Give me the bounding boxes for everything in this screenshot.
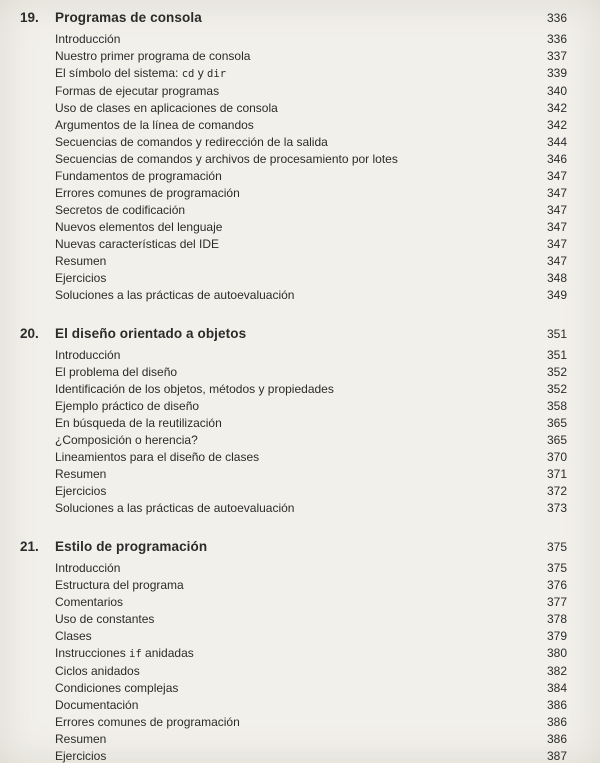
toc-entry <box>55 202 567 219</box>
chapter-page-number: 351 <box>546 327 567 341</box>
entry-label <box>55 697 547 714</box>
entry-label <box>55 151 547 168</box>
entry-label-text: y <box>194 66 208 80</box>
toc-entry <box>55 398 567 415</box>
toc-entry <box>55 466 567 483</box>
entry-label-text: Soluciones a las prácticas de autoevaluación <box>55 288 295 302</box>
entry-page-number: 349 <box>546 288 567 302</box>
chapter-title: Programas de consola <box>55 10 202 25</box>
toc-entry <box>55 48 567 65</box>
chapter-block <box>20 537 567 763</box>
toc-entry <box>55 594 567 611</box>
toc-entry <box>55 168 567 185</box>
entry-label-text: anidadas <box>141 646 194 660</box>
entry-label-text: Introducción <box>55 561 121 575</box>
entry-label <box>55 185 547 202</box>
toc-entry <box>55 432 567 449</box>
entry-page-number: 336 <box>546 32 567 46</box>
entry-label <box>55 415 547 432</box>
chapter-number: 19. <box>20 10 39 25</box>
toc-entry <box>55 185 567 202</box>
entry-page-number: 384 <box>546 681 567 695</box>
entry-label <box>55 48 547 65</box>
entry-label <box>55 83 547 100</box>
entry-page-number: 344 <box>546 135 567 149</box>
entry-page-number: 370 <box>546 450 567 464</box>
entry-label-code: if <box>129 648 142 660</box>
entry-page-number: 382 <box>546 664 567 678</box>
chapter-heading <box>20 324 567 344</box>
toc-entry <box>55 287 567 304</box>
entry-page-number: 347 <box>546 203 567 217</box>
chapter-block <box>20 8 567 304</box>
toc-entry <box>55 628 567 645</box>
toc-entry <box>55 500 567 517</box>
entry-label-text: Introducción <box>55 32 121 46</box>
entry-page-number: 386 <box>546 715 567 729</box>
entry-page-number: 342 <box>546 101 567 115</box>
entry-label <box>55 731 547 748</box>
entry-page-number: 348 <box>546 271 567 285</box>
entry-page-number: 339 <box>546 66 567 80</box>
entry-label-text: El símbolo del sistema: <box>55 66 182 80</box>
entry-label-text: Soluciones a las prácticas de autoevaluación <box>55 501 295 515</box>
toc-entry <box>55 381 567 398</box>
entry-label-text: Errores comunes de programación <box>55 186 240 200</box>
chapter-number: 20. <box>20 326 39 341</box>
entry-label <box>55 714 547 731</box>
toc-entry <box>55 117 567 134</box>
toc <box>20 8 567 763</box>
entry-page-number: 340 <box>546 84 567 98</box>
entry-label-text: Errores comunes de programación <box>55 715 240 729</box>
entry-label-text: Ejercicios <box>55 749 107 763</box>
entry-label <box>55 134 547 151</box>
entry-page-number: 347 <box>546 169 567 183</box>
entry-label <box>55 663 547 680</box>
toc-entry <box>55 577 567 594</box>
entry-page-number: 347 <box>546 220 567 234</box>
entry-label <box>55 168 547 185</box>
entry-label <box>55 31 547 48</box>
entry-label-text: Resumen <box>55 467 107 481</box>
entry-label <box>55 347 547 364</box>
entry-label-text: Fundamentos de programación <box>55 169 222 183</box>
entry-label <box>55 577 547 594</box>
entry-label <box>55 449 547 466</box>
entry-page-number: 342 <box>546 118 567 132</box>
entry-label-code: dir <box>207 68 227 80</box>
entry-label <box>55 364 547 381</box>
entry-label-text: Identificación de los objetos, métodos y propiedades <box>55 382 334 396</box>
toc-entry <box>55 134 567 151</box>
chapter-title: Estilo de programación <box>55 539 208 554</box>
chapter-heading <box>20 537 567 557</box>
entry-label <box>55 628 547 645</box>
entry-label <box>55 432 547 449</box>
toc-entry <box>55 253 567 270</box>
entry-page-number: 352 <box>546 382 567 396</box>
entry-label-text: Uso de constantes <box>55 612 155 626</box>
entry-label-text: Resumen <box>55 732 107 746</box>
toc-entry <box>55 364 567 381</box>
chapter-block <box>20 324 567 517</box>
entry-label <box>55 253 547 270</box>
entry-label-text: Estructura del programa <box>55 578 184 592</box>
toc-entry <box>55 236 567 253</box>
entry-label <box>55 560 547 577</box>
entry-page-number: 347 <box>546 237 567 251</box>
entry-page-number: 347 <box>546 186 567 200</box>
entry-label-text: Secretos de codificación <box>55 203 186 217</box>
entry-label-text: Lineamientos para el diseño de clases <box>55 450 260 464</box>
entry-page-number: 346 <box>546 152 567 166</box>
entry-label-text: Argumentos de la línea de comandos <box>55 118 254 132</box>
toc-entry <box>55 449 567 466</box>
toc-entry <box>55 611 567 628</box>
entry-label-text: Introducción <box>55 348 121 362</box>
entry-page-number: 379 <box>546 629 567 643</box>
toc-entry <box>55 415 567 432</box>
toc-entry <box>55 748 567 763</box>
entry-label-code: cd <box>181 68 195 80</box>
entry-label <box>55 381 547 398</box>
entry-page-number: 380 <box>546 646 567 660</box>
toc-entry <box>55 714 567 731</box>
entry-label-text: Ejercicios <box>55 484 107 498</box>
entry-page-number: 365 <box>546 416 567 430</box>
toc-entry <box>55 31 567 48</box>
entry-label-text: Nuevas características del IDE <box>55 237 220 251</box>
entry-page-number: 386 <box>546 732 567 746</box>
toc-entry <box>55 483 567 500</box>
toc-entry <box>55 645 567 663</box>
toc-entry <box>55 680 567 697</box>
toc-entry <box>55 697 567 714</box>
entry-page-number: 372 <box>546 484 567 498</box>
entry-page-number: 365 <box>546 433 567 447</box>
entry-label <box>55 645 547 663</box>
entry-page-number: 378 <box>546 612 567 626</box>
entry-label-text: Ejercicios <box>55 271 107 285</box>
entry-page-number: 358 <box>546 399 567 413</box>
toc-entry <box>55 65 567 83</box>
entry-label <box>55 748 547 763</box>
entry-page-number: 351 <box>546 348 567 362</box>
entry-label-text: Condiciones complejas <box>55 681 179 695</box>
entry-label <box>55 483 547 500</box>
entry-label-text: Secuencias de comandos y archivos de procesamiento por lotes <box>55 152 398 166</box>
entry-label-text: En búsqueda de la reutilización <box>55 416 222 430</box>
chapter-page-number: 336 <box>546 11 567 25</box>
entry-label-text: Nuevos elementos del lenguaje <box>55 220 223 234</box>
chapter-page-number: 375 <box>546 540 567 554</box>
toc-entry <box>55 151 567 168</box>
entry-page-number: 386 <box>546 698 567 712</box>
chapter-title: El diseño orientado a objetos <box>55 326 247 341</box>
toc-entry <box>55 663 567 680</box>
entry-page-number: 377 <box>546 595 567 609</box>
toc-entry <box>55 219 567 236</box>
entry-page-number: 375 <box>546 561 567 575</box>
toc-entry <box>55 347 567 364</box>
entry-label-text: Comentarios <box>55 595 124 609</box>
entry-label <box>55 270 547 287</box>
toc-entry <box>55 100 567 117</box>
entry-label <box>55 287 547 304</box>
toc-entry <box>55 560 567 577</box>
toc-entry <box>55 270 567 287</box>
entry-label <box>55 398 547 415</box>
entry-label-text: Documentación <box>55 698 139 712</box>
entry-label-text: Secuencias de comandos y redirección de la salida <box>55 135 328 149</box>
toc-entry <box>55 731 567 748</box>
entry-label <box>55 202 547 219</box>
entry-page-number: 373 <box>546 501 567 515</box>
entry-label-text: Formas de ejecutar programas <box>55 84 220 98</box>
entry-label <box>55 466 547 483</box>
entry-label <box>55 117 547 134</box>
entry-label <box>55 236 547 253</box>
entry-page-number: 371 <box>546 467 567 481</box>
entry-label <box>55 65 547 83</box>
chapter-number: 21. <box>20 539 39 554</box>
entry-page-number: 387 <box>546 749 567 763</box>
entry-label <box>55 100 547 117</box>
entry-label <box>55 611 547 628</box>
entry-label <box>55 500 547 517</box>
entry-page-number: 376 <box>546 578 567 592</box>
entry-label-text: Instrucciones <box>55 646 130 660</box>
entry-label <box>55 219 547 236</box>
entry-label-text: Ciclos anidados <box>55 664 140 678</box>
entry-label-text: Nuestro primer programa de consola <box>55 49 251 63</box>
entry-page-number: 337 <box>546 49 567 63</box>
entry-label <box>55 680 547 697</box>
entry-label-text: Resumen <box>55 254 107 268</box>
entry-label-text: El problema del diseño <box>55 365 178 379</box>
chapter-heading <box>20 8 567 28</box>
entry-label-text: Clases <box>55 629 92 643</box>
entry-label-text: Uso de clases en aplicaciones de consola <box>55 101 278 115</box>
toc-entry <box>55 83 567 100</box>
entry-page-number: 347 <box>546 254 567 268</box>
entry-label <box>55 594 547 611</box>
entry-label-text: ¿Composición o herencia? <box>55 433 198 447</box>
entry-page-number: 352 <box>546 365 567 379</box>
entry-label-text: Ejemplo práctico de diseño <box>55 399 200 413</box>
